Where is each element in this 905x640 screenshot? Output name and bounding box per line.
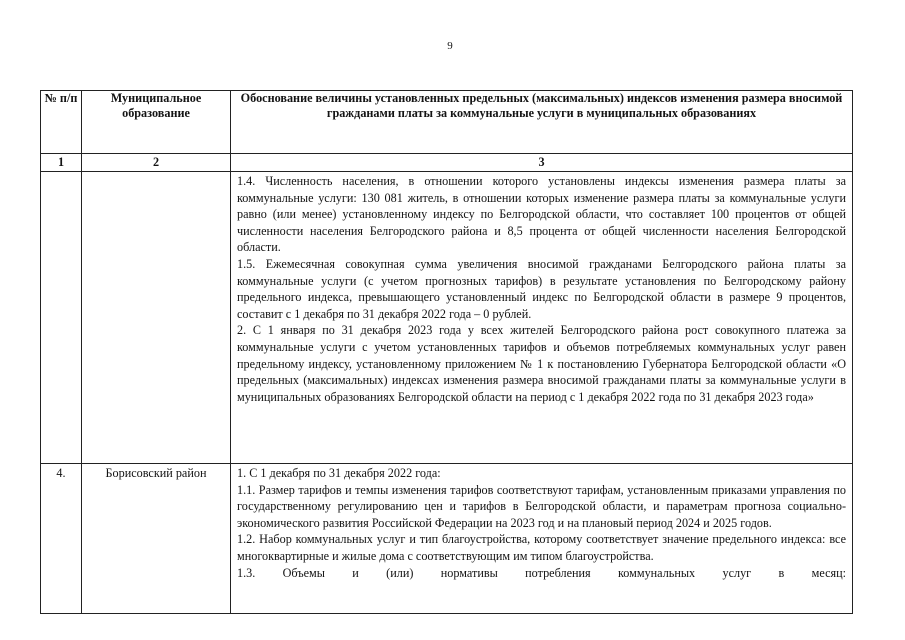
header-municipality: Муниципальное образование	[82, 91, 231, 154]
paragraph: 1.1. Размер тарифов и темпы изменения тарифов соответствуют тарифам, установленным приказами управления по государственному регулированию цен и тарифов в Белгородской области, и параметрам прогноза социально-экономического развития Российской Федерации на 2023 год и на плановый период 2024 и 2025 годов.	[237, 482, 846, 530]
table-row	[41, 464, 853, 614]
row-number: 4.	[41, 464, 82, 614]
table-header-row	[41, 91, 853, 154]
row-municipality: Борисовский район	[82, 464, 231, 614]
row-municipality	[82, 172, 231, 464]
paragraph: 1. С 1 декабря по 31 декабря 2022 года:	[237, 466, 441, 480]
justification-table	[40, 90, 853, 614]
column-number-1: 1	[41, 154, 82, 172]
header-num: № п/п	[41, 91, 82, 154]
paragraph: 1.2. Набор коммунальных услуг и тип благоустройства, которому соответствует значение предельного индекса: все многоквартирные и жилые дома с соответствующим им типом благоустройства.	[237, 532, 846, 563]
row-number	[41, 172, 82, 464]
paragraph: 1.3. Объемы и (или) нормативы потребления коммунальных услуг в месяц:	[237, 565, 846, 580]
paragraph: 1.5. Ежемесячная совокупная сумма увеличения вносимой гражданами Белгородского района платы за коммунальные услуги (с учетом прогнозных тарифов) в результате установления по Белгородскому району предельного индекса, превышающего установленный индекс по Белгородской области в размере 9 процентов, составит с 1 декабря по 31 декабря 2022 года – 0 рублей.	[237, 256, 846, 321]
paragraph: 1.4. Численность населения, в отношении которого установлены индексы изменения размера платы за коммунальные услуги: 130 081 житель, в отношении которых изменение размера платы за коммунальные услуги равно (или менее) установленному индексу по Белгородской области, что составляет 100 процентов от общей численности населения Белгородского района и 8,5 процента от общей численности населения Белгородской области.	[237, 174, 846, 255]
row-justification	[231, 464, 853, 614]
column-number-3: 3	[231, 154, 853, 172]
column-number-row	[41, 154, 853, 172]
table-row	[41, 172, 853, 464]
column-number-2: 2	[82, 154, 231, 172]
header-justification: Обоснование величины установленных предельных (максимальных) индексов изменения размера вносимой гражданами платы за коммунальные услуги в муниципальных образованиях	[231, 91, 853, 154]
paragraph: 2. С 1 января по 31 декабря 2023 года у всех жителей Белгородского района рост совокупного платежа за коммунальные услуги с учетом установленных тарифов и объемов потребляемых коммунальных услуг равен предельному индексу, установленному приложением № 1 к постановлению Губернатора Белгородской области «О предельных (максимальных) индексах изменения размера вносимой гражданами платы за коммунальные услуги в муниципальных образованиях Белгородской области на период с 1 декабря 2022 года по 31 декабря 2023 года»	[237, 323, 846, 404]
row-justification	[231, 172, 853, 464]
page-number: 9	[447, 40, 453, 52]
